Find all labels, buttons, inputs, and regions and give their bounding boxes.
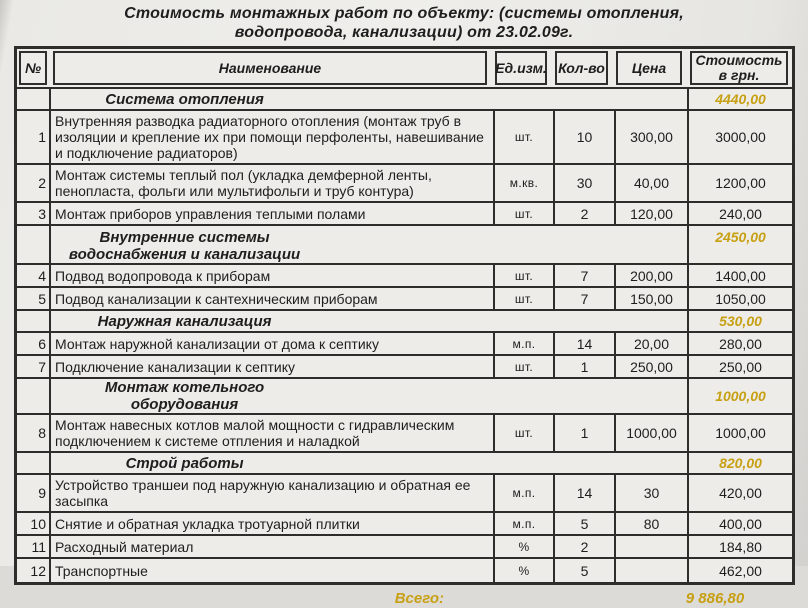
row-cost: 280,00 (687, 333, 792, 354)
total-value: 9 886,80 (685, 589, 745, 607)
header-price: Цена (616, 51, 682, 85)
row-name: Транспортные (49, 559, 493, 582)
row-name: Монтаж навесных котлов малой мощности с гидравлическим подключением к системе отпления и наладкой (49, 415, 493, 451)
row-qty: 2 (553, 203, 614, 224)
row-unit: м.кв. (493, 165, 553, 201)
section-total: 530,00 (687, 311, 792, 331)
row-unit: шт. (493, 288, 553, 309)
table-header-row (17, 49, 792, 89)
row-number: 12 (30, 562, 46, 579)
row-qty: 5 (553, 559, 614, 582)
section-title-cell (49, 453, 687, 473)
row-price: 1000,00 (614, 415, 687, 451)
row-cost: 184,80 (687, 536, 792, 557)
row-qty: 1 (553, 415, 614, 451)
row-number: 8 (38, 425, 46, 441)
row-qty: 14 (553, 333, 614, 354)
row-cost: 250,00 (687, 356, 792, 377)
document-title (0, 4, 808, 42)
section-row (17, 379, 792, 415)
section-title: Внутренние системы водоснабжения и канализации (68, 229, 301, 263)
row-qty: 2 (553, 536, 614, 557)
row-unit: м.п. (493, 513, 553, 534)
section-title-cell (49, 379, 687, 413)
section-row (17, 226, 792, 265)
row-unit: шт. (493, 203, 553, 224)
table-row (17, 475, 792, 513)
section-num-cell (17, 311, 49, 331)
row-cost: 1050,00 (687, 288, 792, 309)
table-row (17, 559, 792, 582)
row-number: 2 (38, 175, 46, 191)
row-qty: 7 (553, 265, 614, 286)
row-qty: 14 (553, 475, 614, 511)
section-row (17, 89, 792, 111)
table-row (17, 111, 792, 165)
section-total: 820,00 (687, 453, 792, 473)
table-row (17, 203, 792, 226)
row-number: 11 (31, 538, 46, 555)
row-cost: 1400,00 (687, 265, 792, 286)
row-qty: 1 (553, 356, 614, 377)
row-price: 30 (614, 475, 687, 511)
row-qty: 7 (553, 288, 614, 309)
row-unit: шт. (493, 356, 553, 377)
section-title: Строй работы (125, 454, 244, 472)
section-title-cell (49, 311, 687, 331)
row-name: Внутренняя разводка радиаторного отопления (монтаж труб в изоляции и крепление их при помощи перфоленты, навешивание и подключение радиаторов) (49, 111, 493, 163)
section-total: 2450,00 (687, 226, 792, 263)
row-name: Подвод канализации к сантехническим приборам (49, 288, 493, 309)
row-price: 300,00 (614, 111, 687, 163)
cost-table (14, 46, 795, 585)
row-price: 80 (614, 513, 687, 534)
section-num-cell (17, 453, 49, 473)
row-cost: 1000,00 (687, 415, 792, 451)
row-price: 20,00 (614, 333, 687, 354)
row-name: Подвод водопровода к приборам (49, 265, 493, 286)
section-title: Монтаж котельного оборудования (104, 379, 265, 413)
section-total: 1000,00 (687, 379, 792, 413)
row-name: Снятие и обратная укладка тротуарной плитки (49, 513, 493, 534)
header-cost: Стоимость в грн. (690, 51, 788, 85)
section-title-cell (49, 226, 687, 263)
row-name: Монтаж приборов управления теплыми полами (49, 203, 493, 224)
section-title: Система отопления (105, 90, 264, 108)
section-num-cell (17, 379, 49, 413)
table-row (17, 536, 792, 559)
row-number: 6 (38, 335, 46, 352)
section-row (17, 311, 792, 333)
row-qty: 30 (553, 165, 614, 201)
table-row (17, 513, 792, 536)
row-price: 200,00 (614, 265, 687, 286)
row-unit: м.п. (493, 475, 553, 511)
header-unit: Ед.изм. (495, 51, 547, 85)
row-qty: 5 (553, 513, 614, 534)
row-cost: 400,00 (687, 513, 792, 534)
row-name: Подключение канализации к септику (49, 356, 493, 377)
row-name: Устройство траншеи под наружную канализацию и обратная ее засыпка (49, 475, 493, 511)
table-row (17, 288, 792, 311)
row-unit: шт. (493, 415, 553, 451)
row-cost: 1200,00 (687, 165, 792, 201)
section-row (17, 453, 792, 475)
row-name: Монтаж наружной канализации от дома к септику (49, 333, 493, 354)
row-price: 120,00 (614, 203, 687, 224)
total-row (14, 588, 795, 608)
row-number: 7 (38, 358, 46, 375)
row-price (614, 536, 687, 557)
table-row (17, 415, 792, 453)
row-unit: шт. (493, 265, 553, 286)
row-number: 5 (38, 290, 46, 307)
section-title-cell (49, 89, 687, 109)
table-row (17, 356, 792, 379)
row-unit: % (493, 536, 553, 557)
row-number: 1 (38, 129, 46, 145)
row-qty: 10 (553, 111, 614, 163)
table-row (17, 165, 792, 203)
section-num-cell (17, 89, 49, 109)
row-unit: шт. (493, 111, 553, 163)
total-label: Всего: (394, 589, 444, 607)
title-line-2: водопровода, канализации) от 23.02.09г. (234, 24, 574, 41)
section-total: 4440,00 (687, 89, 792, 109)
row-number: 10 (30, 515, 46, 532)
row-unit: % (493, 559, 553, 582)
row-price: 40,00 (614, 165, 687, 201)
row-number: 4 (38, 267, 46, 284)
row-number: 9 (38, 485, 46, 501)
row-name: Расходный материал (49, 536, 493, 557)
title-line-1: Стоимость монтажных работ по объекту: (системы отопления, (124, 5, 684, 22)
row-price (614, 559, 687, 582)
row-cost: 462,00 (687, 559, 792, 582)
header-num: № (19, 51, 47, 85)
row-cost: 240,00 (687, 203, 792, 224)
header-qty: Кол-во (555, 51, 608, 85)
row-cost: 420,00 (687, 475, 792, 511)
section-title: Наружная канализация (97, 312, 272, 330)
table-row (17, 265, 792, 288)
header-name: Наименование (53, 51, 487, 85)
row-cost: 3000,00 (687, 111, 792, 163)
row-number: 3 (38, 205, 46, 222)
row-price: 250,00 (614, 356, 687, 377)
section-num-cell (17, 226, 49, 263)
row-unit: м.п. (493, 333, 553, 354)
row-price: 150,00 (614, 288, 687, 309)
table-row (17, 333, 792, 356)
table-body (17, 89, 792, 582)
row-name: Монтаж системы теплый пол (укладка демферной ленты, пенопласта, фольги или мультифольги и труб контура) (49, 165, 493, 201)
